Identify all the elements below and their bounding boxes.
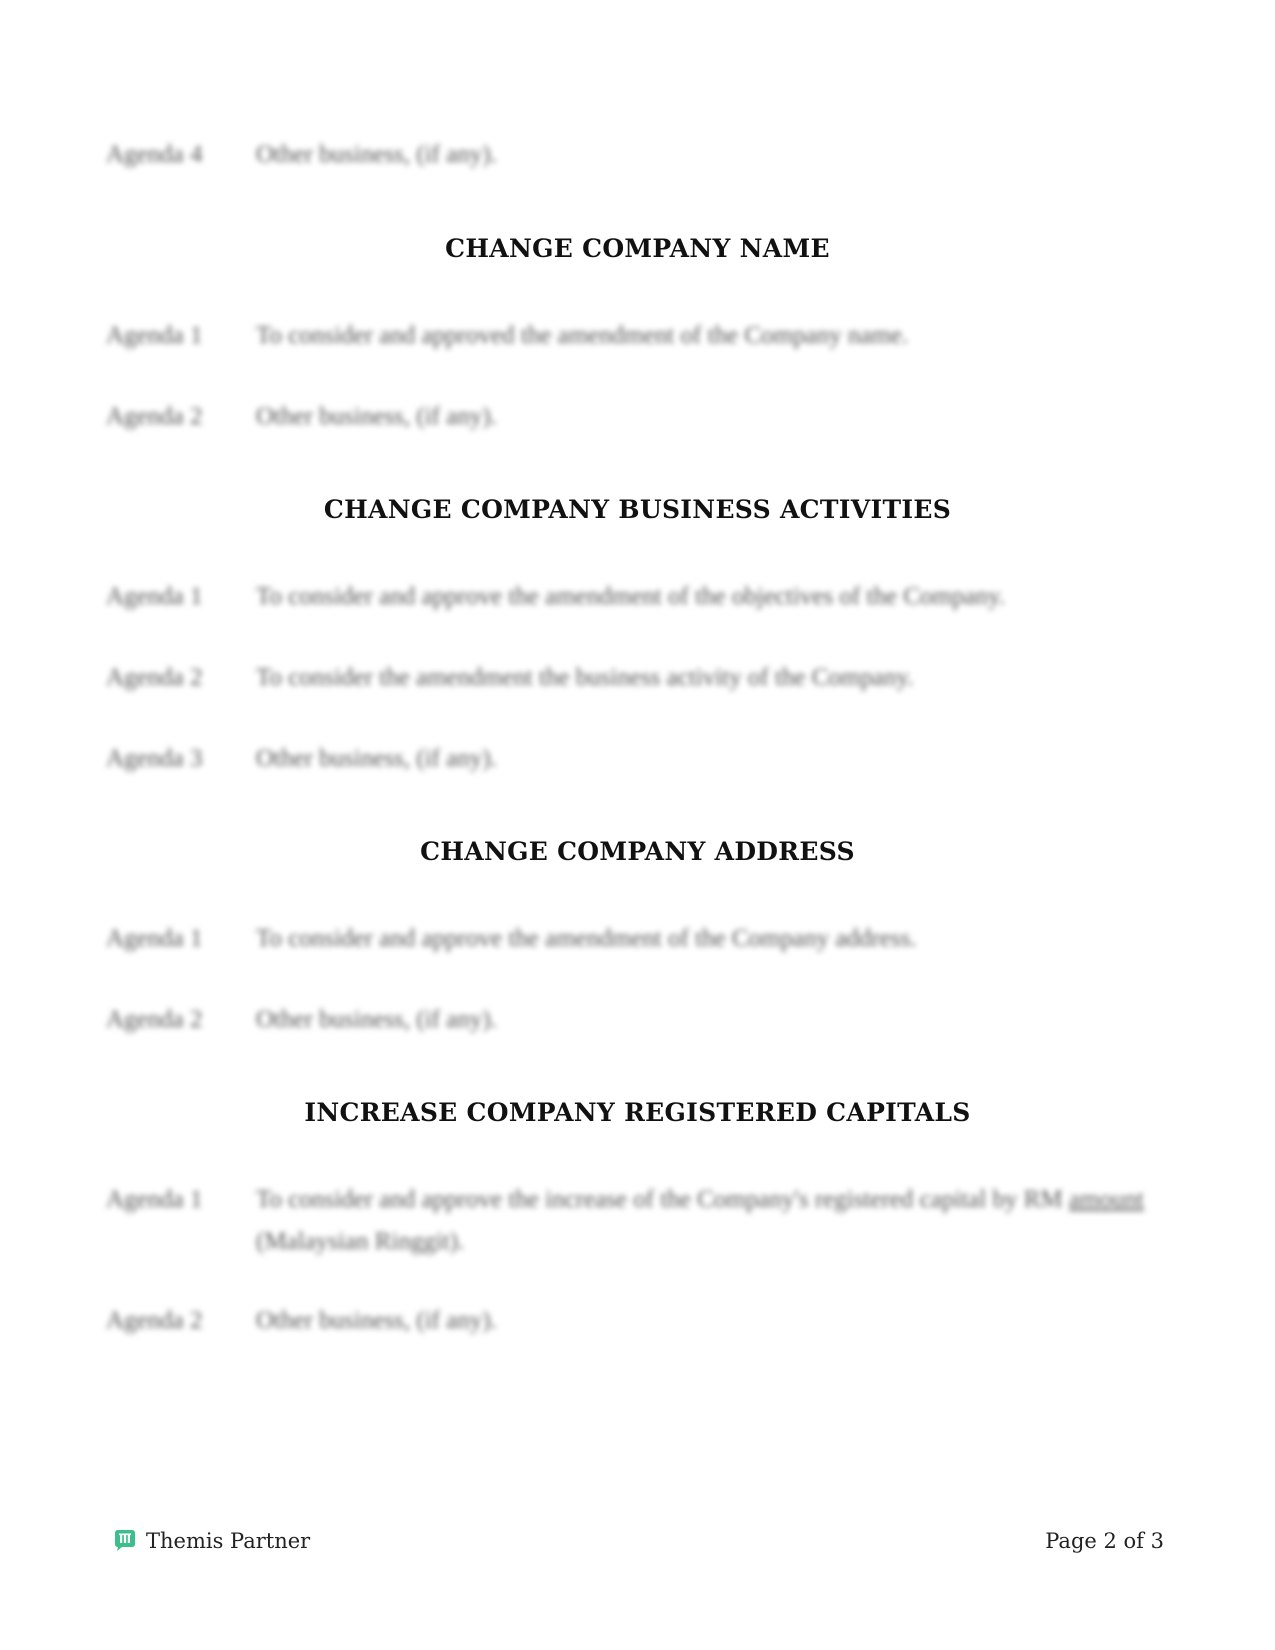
agenda-item: [106, 315, 1186, 357]
section-heading-change-business-activities: CHANGE COMPANY BUSINESS ACTIVITIES: [323, 495, 952, 524]
agenda-text: To consider the amendment the business activity of the Company.: [256, 664, 914, 691]
agenda-label: Agenda 1: [106, 925, 203, 952]
agenda-item: [106, 918, 1186, 960]
agenda-text: To consider and approved the amendment of the Company name.: [256, 322, 909, 349]
agenda-label: Agenda 1: [106, 322, 203, 349]
amount-placeholder-field: amount: [1068, 1186, 1144, 1213]
agenda-text: To consider and approve the amendment of the Company address.: [256, 925, 917, 952]
agenda-label: Agenda 3: [106, 745, 203, 772]
agenda-item: [106, 134, 1186, 176]
agenda-text: Other business, (if any).: [256, 141, 497, 168]
agenda-item: [106, 999, 1186, 1041]
agenda-label: Agenda 1: [106, 1186, 203, 1213]
agenda-label: Agenda 2: [106, 1307, 203, 1334]
section-heading-change-address: CHANGE COMPANY ADDRESS: [420, 837, 855, 866]
footer-brand-name: Themis Partner: [146, 1529, 311, 1553]
agenda-item: [106, 1300, 1186, 1342]
agenda-label: Agenda 2: [106, 664, 203, 691]
agenda-item: [106, 396, 1186, 438]
agenda-item: [106, 1179, 1186, 1263]
agenda-text: Other business, (if any).: [256, 745, 497, 772]
agenda-label: Agenda 2: [106, 403, 203, 430]
themis-partner-logo-icon: [112, 1529, 138, 1553]
agenda-text: To consider and approve the amendment of the objectives of the Company.: [256, 583, 1006, 610]
footer-brand: [112, 1529, 310, 1553]
agenda-item: [106, 657, 1186, 699]
agenda-text: Other business, (if any).: [256, 403, 497, 430]
agenda-item: [106, 738, 1186, 780]
section-heading-change-name: CHANGE COMPANY NAME: [445, 234, 830, 263]
agenda-label: Agenda 4: [106, 141, 203, 168]
agenda-text: Other business, (if any).: [256, 1307, 497, 1334]
agenda-text-after: (Malaysian Ringgit).: [256, 1228, 465, 1255]
agenda-item: [106, 576, 1186, 618]
section-heading-increase-capitals: INCREASE COMPANY REGISTERED CAPITALS: [304, 1098, 971, 1127]
agenda-text: [256, 1179, 1156, 1263]
page-number: Page 2 of 3: [1045, 1529, 1164, 1553]
page-footer: [112, 1524, 1164, 1558]
agenda-label: Agenda 1: [106, 583, 203, 610]
agenda-text-before: To consider and approve the increase of the Company's registered capital by RM: [256, 1186, 1063, 1213]
agenda-text: Other business, (if any).: [256, 1006, 497, 1033]
agenda-label: Agenda 2: [106, 1006, 203, 1033]
